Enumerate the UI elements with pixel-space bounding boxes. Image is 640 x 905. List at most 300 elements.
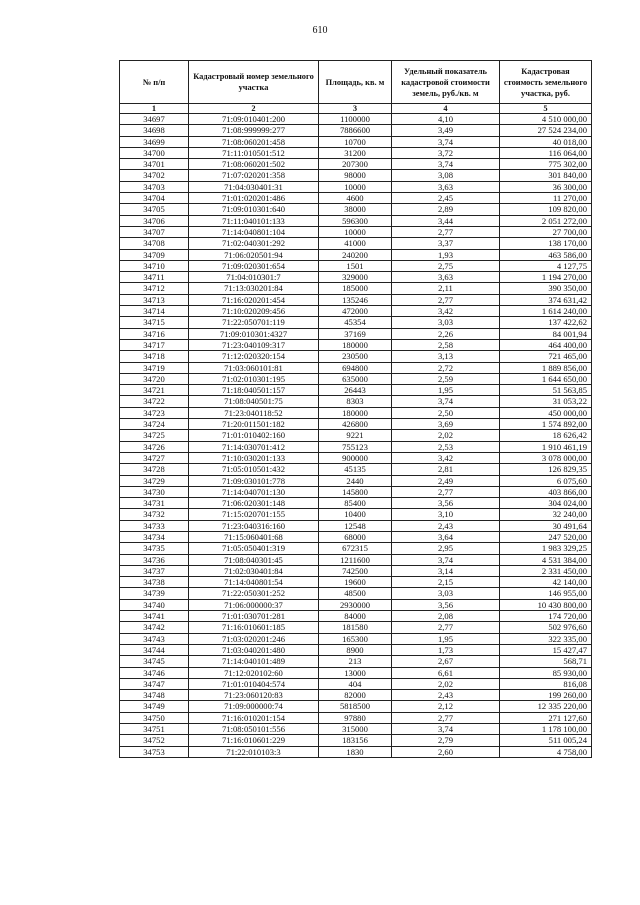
- row-number-cell: 34707: [120, 226, 189, 237]
- cadastral-value-cell: 12 335 220,00: [500, 701, 592, 712]
- specific-value-cell: 3,69: [392, 419, 500, 430]
- cadastral-number-cell: 71:08:050101:556: [189, 724, 319, 735]
- specific-value-cell: 2,59: [392, 373, 500, 384]
- cadastral-value-cell: 502 976,60: [500, 622, 592, 633]
- cadastral-value-cell: 271 127,60: [500, 712, 592, 723]
- row-number-cell: 34726: [120, 441, 189, 452]
- row-number-cell: 34747: [120, 678, 189, 689]
- area-cell: 694800: [319, 362, 392, 373]
- table-row: [120, 249, 592, 260]
- table-row: [120, 690, 592, 701]
- cadastral-value-cell: 146 955,00: [500, 588, 592, 599]
- area-cell: 45354: [319, 317, 392, 328]
- cadastral-number-cell: 71:16:010601:229: [189, 735, 319, 746]
- table-row: [120, 430, 592, 441]
- specific-value-cell: 3,10: [392, 509, 500, 520]
- table-row: [120, 193, 592, 204]
- row-number-cell: 34737: [120, 565, 189, 576]
- cadastral-value-cell: 138 170,00: [500, 238, 592, 249]
- area-cell: 2440: [319, 475, 392, 486]
- row-number-cell: 34746: [120, 667, 189, 678]
- area-cell: 185000: [319, 283, 392, 294]
- cadastral-value-cell: 51 563,85: [500, 385, 592, 396]
- cadastral-value-cell: 464 400,00: [500, 339, 592, 350]
- row-number-cell: 34731: [120, 498, 189, 509]
- row-number-cell: 34723: [120, 407, 189, 418]
- cadastral-value-cell: 11 270,00: [500, 193, 592, 204]
- row-number-cell: 34752: [120, 735, 189, 746]
- cadastral-number-cell: 71:22:050301:252: [189, 588, 319, 599]
- specific-value-cell: 2,67: [392, 656, 500, 667]
- table-row: [120, 441, 592, 452]
- row-number-cell: 34701: [120, 159, 189, 170]
- cadastral-value-cell: 374 631,42: [500, 294, 592, 305]
- cadastral-number-cell: 71:09:020301:654: [189, 260, 319, 271]
- cadastral-number-cell: 71:09:010301:640: [189, 204, 319, 215]
- column-number: 4: [392, 104, 500, 114]
- specific-value-cell: 3,74: [392, 136, 500, 147]
- row-number-cell: 34734: [120, 531, 189, 542]
- cadastral-value-cell: 816,08: [500, 678, 592, 689]
- specific-value-cell: 2,12: [392, 701, 500, 712]
- cadastral-value-cell: 116 064,00: [500, 147, 592, 158]
- row-number-cell: 34706: [120, 215, 189, 226]
- specific-value-cell: 3,74: [392, 724, 500, 735]
- specific-value-cell: 2,43: [392, 520, 500, 531]
- area-cell: 672315: [319, 543, 392, 554]
- table-row: [120, 588, 592, 599]
- cadastral-value-cell: 32 240,00: [500, 509, 592, 520]
- cadastral-value-cell: 4 510 000,00: [500, 114, 592, 125]
- row-number-cell: 34733: [120, 520, 189, 531]
- specific-value-cell: 4,10: [392, 114, 500, 125]
- table-row: [120, 520, 592, 531]
- cadastral-number-cell: 71:09:030101:778: [189, 475, 319, 486]
- cadastral-number-cell: 71:05:010501:432: [189, 464, 319, 475]
- specific-value-cell: 3,03: [392, 588, 500, 599]
- row-number-cell: 34711: [120, 272, 189, 283]
- cadastral-number-cell: 71:06:020301:148: [189, 498, 319, 509]
- cadastral-value-cell: 390 350,00: [500, 283, 592, 294]
- row-number-cell: 34720: [120, 373, 189, 384]
- row-number-cell: 34728: [120, 464, 189, 475]
- area-cell: 84000: [319, 611, 392, 622]
- cadastral-value-cell: 199 260,00: [500, 690, 592, 701]
- table-row: [120, 136, 592, 147]
- area-cell: 596300: [319, 215, 392, 226]
- cadastral-number-cell: 71:02:010301:195: [189, 373, 319, 384]
- area-cell: 472000: [319, 306, 392, 317]
- specific-value-cell: 2,81: [392, 464, 500, 475]
- area-cell: 37169: [319, 328, 392, 339]
- column-number: 1: [120, 104, 189, 114]
- cadastral-number-cell: 71:01:010402:160: [189, 430, 319, 441]
- specific-value-cell: 2,89: [392, 204, 500, 215]
- table-row: [120, 328, 592, 339]
- table-row: [120, 509, 592, 520]
- area-cell: 181580: [319, 622, 392, 633]
- cadastral-number-cell: 71:01:030701:281: [189, 611, 319, 622]
- row-number-cell: 34740: [120, 599, 189, 610]
- specific-value-cell: 2,79: [392, 735, 500, 746]
- row-number-cell: 34713: [120, 294, 189, 305]
- table-row: [120, 407, 592, 418]
- area-cell: 82000: [319, 690, 392, 701]
- specific-value-cell: 3,72: [392, 147, 500, 158]
- cadastral-value-cell: 322 335,00: [500, 633, 592, 644]
- cadastral-value-cell: 2 051 272,00: [500, 215, 592, 226]
- cadastral-number-cell: 71:08:999999:277: [189, 125, 319, 136]
- area-cell: 26443: [319, 385, 392, 396]
- cadastral-value-cell: 3 078 000,00: [500, 452, 592, 463]
- row-number-cell: 34725: [120, 430, 189, 441]
- area-cell: 7886600: [319, 125, 392, 136]
- area-cell: 97880: [319, 712, 392, 723]
- row-number-cell: 34703: [120, 181, 189, 192]
- area-cell: 8900: [319, 644, 392, 655]
- cadastral-value-cell: 304 024,00: [500, 498, 592, 509]
- table-body: [120, 114, 592, 758]
- row-number-cell: 34698: [120, 125, 189, 136]
- area-cell: 48500: [319, 588, 392, 599]
- area-cell: 10700: [319, 136, 392, 147]
- cadastral-number-cell: 71:13:030201:84: [189, 283, 319, 294]
- cadastral-value-cell: 4 531 384,00: [500, 554, 592, 565]
- specific-value-cell: 3,74: [392, 554, 500, 565]
- table-row: [120, 611, 592, 622]
- cadastral-value-cell: 1 910 461,19: [500, 441, 592, 452]
- area-cell: 68000: [319, 531, 392, 542]
- cadastral-number-cell: 71:01:020201:486: [189, 193, 319, 204]
- cadastral-value-cell: 1 614 240,00: [500, 306, 592, 317]
- specific-value-cell: 2,49: [392, 475, 500, 486]
- cadastral-number-cell: 71:10:030201:133: [189, 452, 319, 463]
- area-cell: 315000: [319, 724, 392, 735]
- row-number-cell: 34722: [120, 396, 189, 407]
- header-area: Площадь, кв. м: [319, 61, 392, 104]
- cadastral-number-cell: 71:12:020320:154: [189, 351, 319, 362]
- table-row: [120, 712, 592, 723]
- area-cell: 742500: [319, 565, 392, 576]
- cadastral-number-cell: 71:06:000000:37: [189, 599, 319, 610]
- area-cell: 426800: [319, 419, 392, 430]
- table-row: [120, 486, 592, 497]
- specific-value-cell: 3,44: [392, 215, 500, 226]
- cadastral-number-cell: 71:23:060120:83: [189, 690, 319, 701]
- area-cell: 45135: [319, 464, 392, 475]
- row-number-cell: 34729: [120, 475, 189, 486]
- row-number-cell: 34705: [120, 204, 189, 215]
- specific-value-cell: 2,15: [392, 577, 500, 588]
- row-number-cell: 34732: [120, 509, 189, 520]
- table-row: [120, 599, 592, 610]
- row-number-cell: 34743: [120, 633, 189, 644]
- area-cell: 5818500: [319, 701, 392, 712]
- area-cell: 10000: [319, 226, 392, 237]
- specific-value-cell: 2,02: [392, 678, 500, 689]
- specific-value-cell: 2,53: [392, 441, 500, 452]
- cadastral-value-cell: 775 302,00: [500, 159, 592, 170]
- cadastral-value-cell: 126 829,35: [500, 464, 592, 475]
- row-number-cell: 34717: [120, 339, 189, 350]
- specific-value-cell: 2,08: [392, 611, 500, 622]
- row-number-cell: 34730: [120, 486, 189, 497]
- area-cell: 135246: [319, 294, 392, 305]
- row-number-cell: 34750: [120, 712, 189, 723]
- cadastral-number-cell: 71:14:040801:54: [189, 577, 319, 588]
- row-number-cell: 34721: [120, 385, 189, 396]
- cadastral-number-cell: 71:11:040101:133: [189, 215, 319, 226]
- row-number-cell: 34715: [120, 317, 189, 328]
- cadastral-number-cell: 71:16:010601:185: [189, 622, 319, 633]
- table-row: [120, 667, 592, 678]
- cadastral-value-cell: 18 626,42: [500, 430, 592, 441]
- cadastral-number-cell: 71:12:020102:60: [189, 667, 319, 678]
- table-row: [120, 260, 592, 271]
- specific-value-cell: 2,60: [392, 746, 500, 757]
- table-row: [120, 294, 592, 305]
- cadastral-value-cell: 1 983 329,25: [500, 543, 592, 554]
- specific-value-cell: 2,77: [392, 622, 500, 633]
- specific-value-cell: 3,13: [392, 351, 500, 362]
- cadastral-value-cell: 247 520,00: [500, 531, 592, 542]
- table-row: [120, 114, 592, 125]
- area-cell: 2930000: [319, 599, 392, 610]
- area-cell: 145800: [319, 486, 392, 497]
- specific-value-cell: 3,56: [392, 498, 500, 509]
- specific-value-cell: 2,77: [392, 712, 500, 723]
- area-cell: 207300: [319, 159, 392, 170]
- specific-value-cell: 2,72: [392, 362, 500, 373]
- row-number-cell: 34712: [120, 283, 189, 294]
- specific-value-cell: 2,95: [392, 543, 500, 554]
- area-cell: 213: [319, 656, 392, 667]
- cadastral-value-cell: 301 840,00: [500, 170, 592, 181]
- specific-value-cell: 2,02: [392, 430, 500, 441]
- cadastral-number-cell: 71:03:060101:81: [189, 362, 319, 373]
- page-number: 610: [312, 25, 328, 36]
- cadastral-number-cell: 71:10:020209:456: [189, 306, 319, 317]
- cadastral-number-cell: 71:23:040316:160: [189, 520, 319, 531]
- cadastral-value-cell: 174 720,00: [500, 611, 592, 622]
- header-cadastral-value: Кадастровая стоимость земельного участка, руб.: [500, 61, 592, 104]
- cadastral-number-cell: 71:03:020201:246: [189, 633, 319, 644]
- header-cadastral-number: Кадастровый номер земельного участка: [189, 61, 319, 104]
- table-row: [120, 204, 592, 215]
- table-row: [120, 159, 592, 170]
- specific-value-cell: 2,11: [392, 283, 500, 294]
- specific-value-cell: 1,73: [392, 644, 500, 655]
- table-row: [120, 306, 592, 317]
- specific-value-cell: 2,58: [392, 339, 500, 350]
- area-cell: 1830: [319, 746, 392, 757]
- table-row: [120, 373, 592, 384]
- cadastral-value-cell: 511 005,24: [500, 735, 592, 746]
- cadastral-value-cell: 463 586,00: [500, 249, 592, 260]
- cadastral-number-cell: 71:16:010201:154: [189, 712, 319, 723]
- area-cell: 240200: [319, 249, 392, 260]
- cadastral-number-cell: 71:05:050401:319: [189, 543, 319, 554]
- row-number-cell: 34738: [120, 577, 189, 588]
- specific-value-cell: 3,63: [392, 272, 500, 283]
- row-number-cell: 34724: [120, 419, 189, 430]
- area-cell: 404: [319, 678, 392, 689]
- row-number-cell: 34719: [120, 362, 189, 373]
- cadastral-value-cell: 4 127,75: [500, 260, 592, 271]
- cadastral-number-cell: 71:18:040501:157: [189, 385, 319, 396]
- cadastral-number-cell: 71:22:010103:3: [189, 746, 319, 757]
- table-row: [120, 181, 592, 192]
- specific-value-cell: 2,77: [392, 226, 500, 237]
- area-cell: 9221: [319, 430, 392, 441]
- table-header-row: [120, 61, 592, 104]
- area-cell: 13000: [319, 667, 392, 678]
- table-row: [120, 543, 592, 554]
- column-number: 5: [500, 104, 592, 114]
- area-cell: 10000: [319, 181, 392, 192]
- cadastral-number-cell: 71:15:020701:155: [189, 509, 319, 520]
- cadastral-value-cell: 30 491,64: [500, 520, 592, 531]
- cadastral-number-cell: 71:06:020501:94: [189, 249, 319, 260]
- row-number-cell: 34751: [120, 724, 189, 735]
- area-cell: 31200: [319, 147, 392, 158]
- table-row: [120, 147, 592, 158]
- specific-value-cell: 6,61: [392, 667, 500, 678]
- area-cell: 38000: [319, 204, 392, 215]
- area-cell: 635000: [319, 373, 392, 384]
- cadastral-number-cell: 71:15:060401:68: [189, 531, 319, 542]
- table-row: [120, 678, 592, 689]
- cadastral-value-cell: 27 700,00: [500, 226, 592, 237]
- row-number-cell: 34744: [120, 644, 189, 655]
- cadastral-value-cell: 84 001,94: [500, 328, 592, 339]
- cadastral-value-cell: 1 178 100,00: [500, 724, 592, 735]
- table-row: [120, 531, 592, 542]
- header-specific-value: Удельный показатель кадастровой стоимости земель, руб./кв. м: [392, 61, 500, 104]
- specific-value-cell: 3,56: [392, 599, 500, 610]
- row-number-cell: 34714: [120, 306, 189, 317]
- specific-value-cell: 3,74: [392, 396, 500, 407]
- table-row: [120, 362, 592, 373]
- area-cell: 1501: [319, 260, 392, 271]
- cadastral-number-cell: 71:08:060201:458: [189, 136, 319, 147]
- area-cell: 8303: [319, 396, 392, 407]
- table-row: [120, 452, 592, 463]
- specific-value-cell: 3,14: [392, 565, 500, 576]
- specific-value-cell: 3,37: [392, 238, 500, 249]
- area-cell: 98000: [319, 170, 392, 181]
- area-cell: 12548: [319, 520, 392, 531]
- row-number-cell: 34753: [120, 746, 189, 757]
- row-number-cell: 34710: [120, 260, 189, 271]
- row-number-cell: 34700: [120, 147, 189, 158]
- cadastral-number-cell: 71:23:040118:52: [189, 407, 319, 418]
- row-number-cell: 34697: [120, 114, 189, 125]
- cadastral-value-cell: 6 075,60: [500, 475, 592, 486]
- table-row: [120, 498, 592, 509]
- cadastral-number-cell: 71:23:040109:317: [189, 339, 319, 350]
- cadastral-value-cell: 85 930,00: [500, 667, 592, 678]
- table-row: [120, 170, 592, 181]
- row-number-cell: 34739: [120, 588, 189, 599]
- table-row: [120, 385, 592, 396]
- table-row: [120, 577, 592, 588]
- cadastral-number-cell: 71:20:011501:182: [189, 419, 319, 430]
- row-number-cell: 34749: [120, 701, 189, 712]
- table-row: [120, 339, 592, 350]
- specific-value-cell: 2,26: [392, 328, 500, 339]
- table-row: [120, 125, 592, 136]
- cadastral-value-cell: 1 194 270,00: [500, 272, 592, 283]
- area-cell: 41000: [319, 238, 392, 249]
- row-number-cell: 34736: [120, 554, 189, 565]
- area-cell: 85400: [319, 498, 392, 509]
- area-cell: 1100000: [319, 114, 392, 125]
- cadastral-value-cell: 403 866,00: [500, 486, 592, 497]
- cadastral-number-cell: 71:14:030701:412: [189, 441, 319, 452]
- area-cell: 183156: [319, 735, 392, 746]
- table-row: [120, 622, 592, 633]
- area-cell: 4600: [319, 193, 392, 204]
- area-cell: 19600: [319, 577, 392, 588]
- cadastral-value-cell: 2 331 450,00: [500, 565, 592, 576]
- cadastral-value-cell: 1 644 650,00: [500, 373, 592, 384]
- cadastral-value-cell: 31 053,22: [500, 396, 592, 407]
- table-row: [120, 226, 592, 237]
- row-number-cell: 34716: [120, 328, 189, 339]
- cadastral-number-cell: 71:02:030401:84: [189, 565, 319, 576]
- area-cell: 1211600: [319, 554, 392, 565]
- row-number-cell: 34748: [120, 690, 189, 701]
- cadastral-value-cell: 109 820,00: [500, 204, 592, 215]
- table-row: [120, 317, 592, 328]
- cadastral-number-cell: 71:01:010404:574: [189, 678, 319, 689]
- specific-value-cell: 2,45: [392, 193, 500, 204]
- cadastral-value-cell: 568,71: [500, 656, 592, 667]
- cadastral-value-cell: 15 427,47: [500, 644, 592, 655]
- specific-value-cell: 2,43: [392, 690, 500, 701]
- specific-value-cell: 3,63: [392, 181, 500, 192]
- cadastral-number-cell: 71:14:040701:130: [189, 486, 319, 497]
- table-row: [120, 554, 592, 565]
- area-cell: 900000: [319, 452, 392, 463]
- cadastral-value-cell: 27 524 234,00: [500, 125, 592, 136]
- area-cell: 10400: [319, 509, 392, 520]
- area-cell: 165300: [319, 633, 392, 644]
- cadastral-number-cell: 71:02:040301:292: [189, 238, 319, 249]
- cadastral-number-cell: 71:14:040801:104: [189, 226, 319, 237]
- table-row: [120, 475, 592, 486]
- cadastral-value-cell: 10 430 800,00: [500, 599, 592, 610]
- area-cell: 180000: [319, 339, 392, 350]
- specific-value-cell: 3,64: [392, 531, 500, 542]
- cadastral-value-cell: 721 465,00: [500, 351, 592, 362]
- cadastral-value-cell: 42 140,00: [500, 577, 592, 588]
- cadastral-number-cell: 71:09:010401:200: [189, 114, 319, 125]
- cadastral-number-cell: 71:07:020201:358: [189, 170, 319, 181]
- area-cell: 755123: [319, 441, 392, 452]
- area-cell: 329000: [319, 272, 392, 283]
- table-row: [120, 633, 592, 644]
- specific-value-cell: 3,74: [392, 159, 500, 170]
- cadastral-value-cell: 450 000,00: [500, 407, 592, 418]
- row-number-cell: 34741: [120, 611, 189, 622]
- row-number-cell: 34704: [120, 193, 189, 204]
- table-row: [120, 351, 592, 362]
- specific-value-cell: 3,42: [392, 306, 500, 317]
- cadastral-value-cell: 36 300,00: [500, 181, 592, 192]
- row-number-cell: 34727: [120, 452, 189, 463]
